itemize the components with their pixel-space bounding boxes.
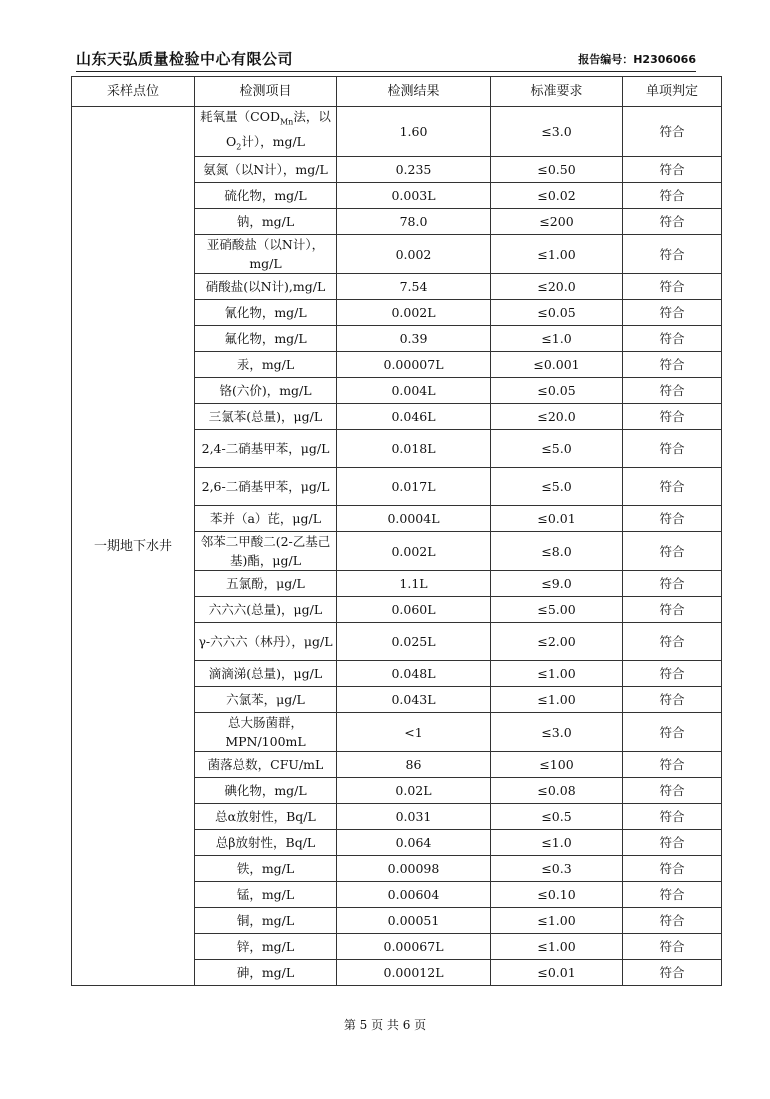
standard-cell: ≤0.5 [491, 804, 623, 830]
result-cell: 7.54 [337, 274, 491, 300]
test-item-cell: 钠，mg/L [195, 209, 337, 235]
test-item-cell: 铁，mg/L [195, 856, 337, 882]
standard-cell: ≤1.00 [491, 908, 623, 934]
judgment-cell: 符合 [623, 597, 722, 623]
standard-cell: ≤0.01 [491, 960, 623, 986]
result-cell: 0.002L [337, 532, 491, 571]
test-item-cell: 六氯苯，μg/L [195, 687, 337, 713]
test-item-cell: 五氯酚，μg/L [195, 571, 337, 597]
test-item-cell: 汞，mg/L [195, 352, 337, 378]
judgment-cell: 符合 [623, 209, 722, 235]
test-item-cell: 滴滴涕(总量)，μg/L [195, 661, 337, 687]
test-item-cell: 锰，mg/L [195, 882, 337, 908]
test-item-subscript: Mn [279, 117, 294, 127]
result-cell: 1.60 [337, 107, 491, 157]
judgment-cell: 符合 [623, 908, 722, 934]
test-results-table [71, 76, 722, 986]
result-cell: 0.046L [337, 404, 491, 430]
judgment-cell: 符合 [623, 157, 722, 183]
report-header [76, 48, 696, 70]
test-item-cell: 碘化物，mg/L [195, 778, 337, 804]
judgment-cell: 符合 [623, 882, 722, 908]
judgment-cell: 符合 [623, 623, 722, 661]
result-cell: 0.00098 [337, 856, 491, 882]
test-item-cell: 三氯苯(总量)，μg/L [195, 404, 337, 430]
standard-cell: ≤0.02 [491, 183, 623, 209]
standard-cell: ≤0.10 [491, 882, 623, 908]
result-cell: 0.002 [337, 235, 491, 274]
judgment-cell: 符合 [623, 300, 722, 326]
judgment-cell: 符合 [623, 352, 722, 378]
test-item-text: 耗氧量（COD [200, 109, 280, 124]
result-cell: 0.235 [337, 157, 491, 183]
standard-cell: ≤0.05 [491, 300, 623, 326]
standard-cell: ≤1.00 [491, 235, 623, 274]
test-item-cell: 铜，mg/L [195, 908, 337, 934]
test-item-cell: 总β放射性，Bq/L [195, 830, 337, 856]
col-header-sample-site: 采样点位 [72, 77, 195, 107]
judgment-cell: 符合 [623, 752, 722, 778]
judgment-cell: 符合 [623, 960, 722, 986]
test-item-cell: 氨氮（以N计），mg/L [195, 157, 337, 183]
judgment-cell: 符合 [623, 713, 722, 752]
test-item-cell: 氰化物，mg/L [195, 300, 337, 326]
result-cell: 0.060L [337, 597, 491, 623]
judgment-cell: 符合 [623, 326, 722, 352]
result-cell: 0.0004L [337, 506, 491, 532]
result-cell: 0.00067L [337, 934, 491, 960]
standard-cell: ≤5.0 [491, 430, 623, 468]
standard-cell: ≤0.08 [491, 778, 623, 804]
result-cell: 0.00051 [337, 908, 491, 934]
test-item-cell: 菌落总数，CFU/mL [195, 752, 337, 778]
test-item-cell: 邻苯二甲酸二(2-乙基己基)酯，μg/L [195, 532, 337, 571]
result-cell: 0.018L [337, 430, 491, 468]
standard-cell: ≤100 [491, 752, 623, 778]
judgment-cell: 符合 [623, 934, 722, 960]
test-item-cell: 总α放射性，Bq/L [195, 804, 337, 830]
judgment-cell: 符合 [623, 506, 722, 532]
sample-site-cell: 一期地下水井 [72, 107, 195, 986]
standard-cell: ≤0.05 [491, 378, 623, 404]
judgment-cell: 符合 [623, 661, 722, 687]
result-cell: 0.39 [337, 326, 491, 352]
col-header-result: 检测结果 [337, 77, 491, 107]
test-item-cell: 苯并（a）芘，μg/L [195, 506, 337, 532]
judgment-cell: 符合 [623, 274, 722, 300]
judgment-cell: 符合 [623, 378, 722, 404]
test-item-cell: 铬(六价)，mg/L [195, 378, 337, 404]
test-item-cell: 硝酸盐(以N计),mg/L [195, 274, 337, 300]
result-cell: 0.003L [337, 183, 491, 209]
result-cell: 0.031 [337, 804, 491, 830]
standard-cell: ≤0.01 [491, 506, 623, 532]
table-header-row [72, 77, 722, 107]
judgment-cell: 符合 [623, 107, 722, 157]
judgment-cell: 符合 [623, 235, 722, 274]
test-item-cell: 总大肠菌群，MPN/100mL [195, 713, 337, 752]
judgment-cell: 符合 [623, 532, 722, 571]
standard-cell: ≤1.0 [491, 830, 623, 856]
result-cell: 0.043L [337, 687, 491, 713]
standard-cell: ≤3.0 [491, 713, 623, 752]
judgment-cell: 符合 [623, 778, 722, 804]
judgment-cell: 符合 [623, 687, 722, 713]
col-header-judgment: 单项判定 [623, 77, 722, 107]
result-cell: 0.064 [337, 830, 491, 856]
result-cell: 78.0 [337, 209, 491, 235]
result-cell: <1 [337, 713, 491, 752]
result-cell: 0.00604 [337, 882, 491, 908]
result-cell: 0.025L [337, 623, 491, 661]
standard-cell: ≤5.00 [491, 597, 623, 623]
standard-cell: ≤1.00 [491, 687, 623, 713]
judgment-cell: 符合 [623, 183, 722, 209]
test-item-cell: 氟化物，mg/L [195, 326, 337, 352]
result-cell: 0.002L [337, 300, 491, 326]
test-item-subscript: 2 [236, 142, 242, 151]
col-header-standard: 标准要求 [491, 77, 623, 107]
standard-cell: ≤1.00 [491, 934, 623, 960]
judgment-cell: 符合 [623, 571, 722, 597]
result-cell: 86 [337, 752, 491, 778]
test-item-cell: γ-六六六（林丹），μg/L [195, 623, 337, 661]
test-item-cell: 六六六(总量)，μg/L [195, 597, 337, 623]
test-item-cell: 亚硝酸盐（以N计），mg/L [195, 235, 337, 274]
test-item-cell: 2,4-二硝基甲苯，μg/L [195, 430, 337, 468]
standard-cell: ≤20.0 [491, 274, 623, 300]
standard-cell: ≤2.00 [491, 623, 623, 661]
page-number: 第 5 页 共 6 页 [343, 1018, 427, 1032]
judgment-cell: 符合 [623, 830, 722, 856]
report-number: 报告编号：H2306066 [578, 53, 696, 66]
standard-cell: ≤0.50 [491, 157, 623, 183]
standard-cell: ≤9.0 [491, 571, 623, 597]
test-item-cell [195, 107, 337, 157]
test-item-cell: 砷，mg/L [195, 960, 337, 986]
standard-cell: ≤200 [491, 209, 623, 235]
standard-cell: ≤0.3 [491, 856, 623, 882]
result-cell: 0.004L [337, 378, 491, 404]
test-item-cell: 锌，mg/L [195, 934, 337, 960]
standard-cell: ≤8.0 [491, 532, 623, 571]
header-rule [76, 71, 696, 72]
standard-cell: ≤20.0 [491, 404, 623, 430]
judgment-cell: 符合 [623, 430, 722, 468]
table-row [72, 107, 722, 157]
test-item-cell: 硫化物，mg/L [195, 183, 337, 209]
judgment-cell: 符合 [623, 468, 722, 506]
result-cell: 0.02L [337, 778, 491, 804]
judgment-cell: 符合 [623, 856, 722, 882]
company-name: 山东天弘质量检验中心有限公司 [76, 50, 294, 68]
standard-cell: ≤0.001 [491, 352, 623, 378]
test-item-cell: 2,6-二硝基甲苯，μg/L [195, 468, 337, 506]
judgment-cell: 符合 [623, 404, 722, 430]
test-item-text: 法，以O [226, 109, 331, 149]
judgment-cell: 符合 [623, 804, 722, 830]
test-item-text: 计），mg/L [241, 133, 305, 149]
col-header-test-item: 检测项目 [195, 77, 337, 107]
result-cell: 0.017L [337, 468, 491, 506]
result-cell: 0.00007L [337, 352, 491, 378]
standard-cell: ≤3.0 [491, 107, 623, 157]
standard-cell: ≤5.0 [491, 468, 623, 506]
standard-cell: ≤1.00 [491, 661, 623, 687]
result-cell: 0.048L [337, 661, 491, 687]
result-cell: 1.1L [337, 571, 491, 597]
standard-cell: ≤1.0 [491, 326, 623, 352]
result-cell: 0.00012L [337, 960, 491, 986]
